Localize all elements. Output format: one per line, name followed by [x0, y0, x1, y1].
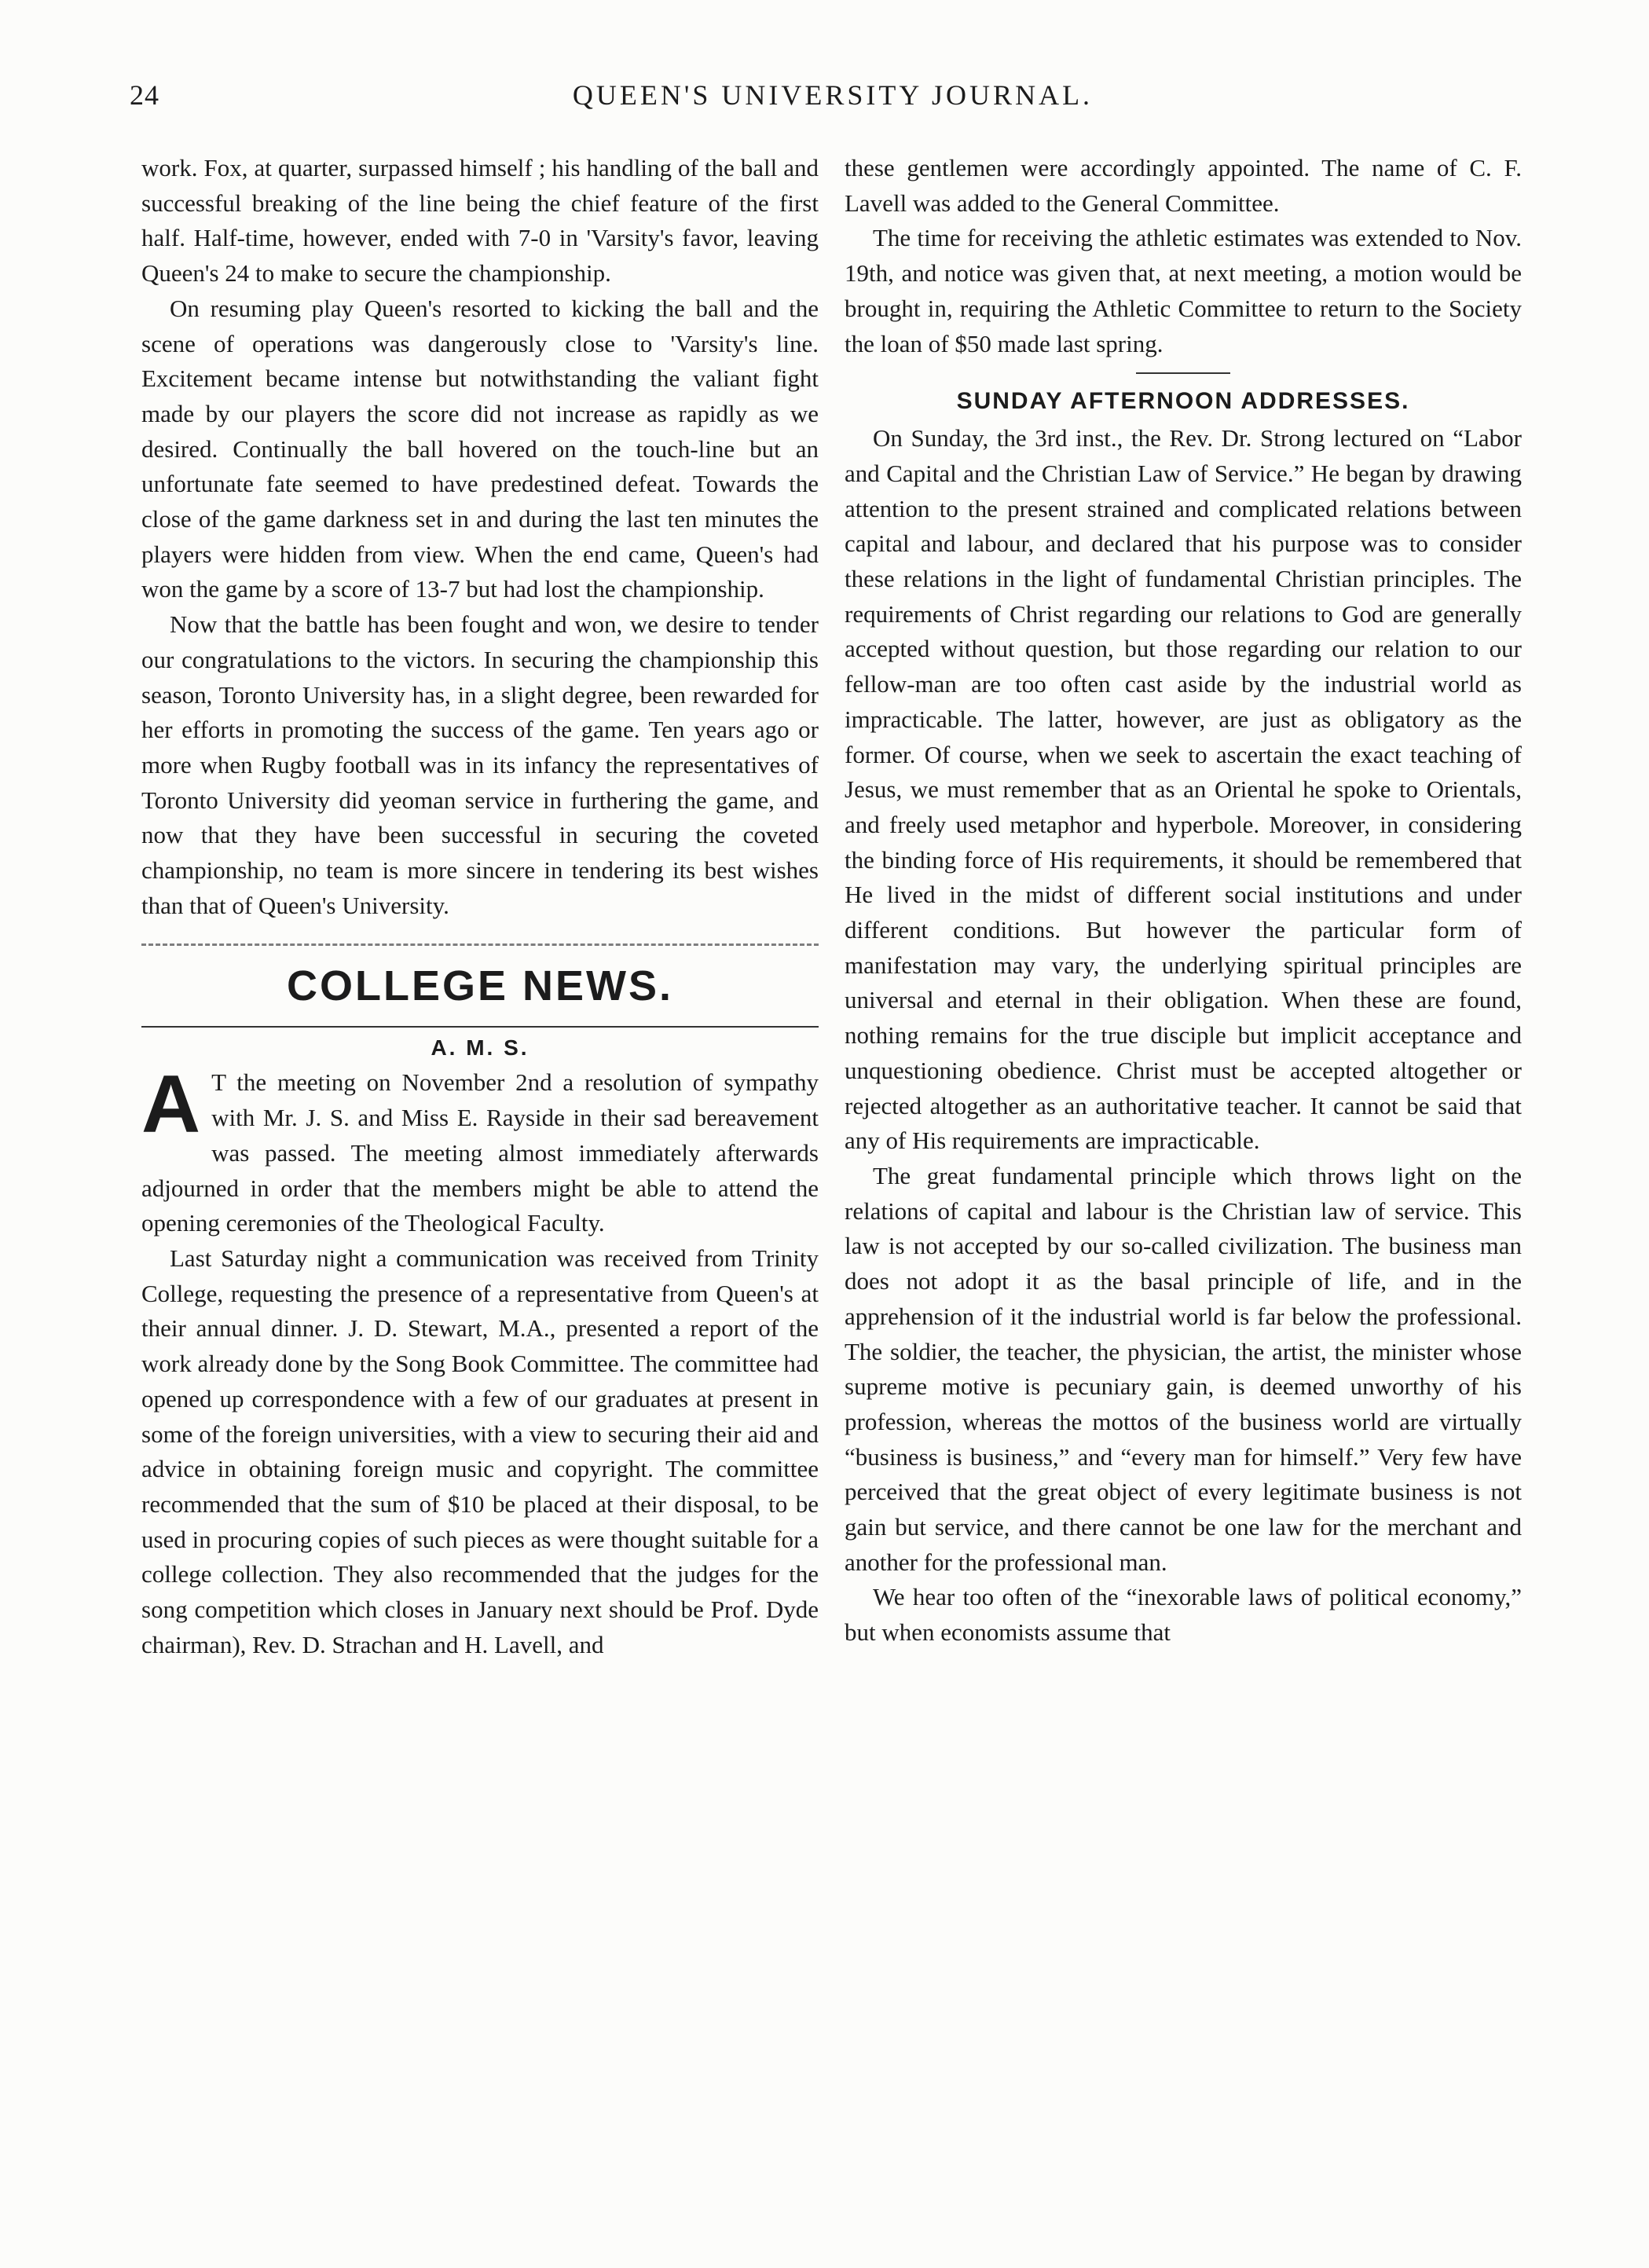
paragraph-song-book: Last Saturday night a communication was received from Trinity College, requesting the presence of a representative from Queen's at their annual dinner. J. D. Stewart, M.A., presented a report of the work already done by the Song Book Committee. The committee had opened up correspondence with a few of our graduates at present in some of the foreign universities, with a view to securing their aid and advice in obtaining foreign music and copyright. The committee recommended that the sum of $10 be placed at their disposal, to be used in procuring copies of such pieces as were thought suitable for a college collection. They also recommended that the judges for the song competition which closes in January next should be Prof. Dyde chairman), Rev. D. Strachan and H. Lavell, and: [141, 1244, 819, 1658]
paragraph-football-second-half: On resuming play Queen's resorted to kicking the ball and the scene of operations was dangerously close to 'Varsity's line. Excitement became intense but notwithstanding the valiant fight made by our players the score did not increase as rapidly as we desired. Continually the ball hovered on the touch-line but an unfortunate fate seemed to have predestined defeat. Towards the close of the game darkness set in and during the last ten minutes the players were hidden from view. When the end came, Queen's had won the game by a score of 13-7 but had lost the championship.: [141, 294, 819, 603]
drop-cap: A: [141, 1059, 201, 1151]
college-news-heading: COLLEGE NEWS.: [286, 962, 673, 1010]
paragraph-strong-lecture: On Sunday, the 3rd inst., the Rev. Dr. Strong lectured on “Labor and Capital and the Christian Law of Service.” He began by drawing attention to the present strained and complicated relations between capital and labour, and declared that his purpose was to consider these relations in the light of fundamental Christian principles. The requirements of Christ regarding our relations to God are generally accepted without question, but those regarding our relation to our fellow-man are too often cast aside by the industrial world as impracticable. The latter, however, are just as obligatory as the former. Of course, when we seek to ascertain the exact teaching of Jesus, we must remember that as an Oriental he spoke to Orientals, and freely used metaphor and hyperbole. Moreover, in considering the binding force of His requirements, it should be remembered that He lived in the midst of different social institutions and under different conditions. But however the particular form of manifestation may vary, the underlying spiritual principles are universal and eternal in their obligation. When these are found, nothing remains for the true disciple but implicit acceptance and unquestioning obedience. Christ must be accepted altogether or rejected altogether as an authoritative teacher. It cannot be said that any of His requirements are impracticable.: [845, 424, 1522, 1155]
short-rule: [1136, 372, 1230, 374]
paragraph-political-economy: We hear too often of the “inexorable laws of political economy,” but when economists assume that: [845, 1583, 1522, 1647]
section-divider: [141, 943, 819, 946]
running-head: [130, 79, 1536, 118]
ams-heading: A. M. S.: [431, 1035, 530, 1061]
right-column: [845, 151, 1522, 1651]
paragraph-ams-meeting-text: T the meeting on November 2nd a resolution of sympathy with Mr. J. S. and Miss E. Rayside in their sad bereavement was passed. The meeting almost immediately afterwards adjourned in order that the members might be able to attend the opening ceremonies of the Theological Faculty.: [141, 1068, 819, 1237]
heading-rule: [141, 1026, 819, 1028]
paragraph-committee-appointed: these gentlemen were accordingly appointed. The name of C. F. Lavell was added to the General Committee.: [845, 154, 1522, 217]
paragraph-law-of-service: The great fundamental principle which throws light on the relations of capital and labour is the Christian law of service. This law is not accepted by our so-called civilization. The business man does not adopt it as the basal principle of life, and in the apprehension of it the industrial world is far below the professional. The soldier, the teacher, the physician, the artist, the minister whose supreme motive is pecuniary gain, is deemed unworthy of his profession, whereas the mottos of the business world are virtually “business is business,” and “every man for himself.” Very few have perceived that the great object of every legitimate business is not gain but service, and there cannot be one law for the merchant and another for the professional man.: [845, 1161, 1522, 1576]
paragraph-athletic-estimates: The time for receiving the athletic estimates was extended to Nov. 19th, and notice was given that, at next meeting, a motion would be brought in, requiring the Athletic Committee to return to the Society the loan of $50 made last spring.: [845, 224, 1522, 357]
paragraph-congratulations: Now that the battle has been fought and won, we desire to tender our congratulations to the victors. In securing the championship this season, Toronto University has, in a slight degree, been rewarded for her efforts in promoting the success of the game. Ten years ago or more when Rugby football was in its infancy the representatives of Toronto University did yeoman service in furthering the game, and now that they have been successful in securing the coveted championship, no team is more sincere in tendering its best wishes than that of Queen's University.: [141, 610, 819, 919]
sunday-addresses-heading: SUNDAY AFTERNOON ADDRESSES.: [956, 388, 1410, 415]
paragraph-ams-meeting: [141, 1059, 819, 1241]
journal-title: QUEEN'S UNIVERSITY JOURNAL.: [572, 79, 1094, 111]
paragraph-football-first-half: work. Fox, at quarter, surpassed himself ; his handling of the ball and successful breaking of the line being the chief feature of the first half. Half-time, however, ended with 7-0 in 'Varsity's favor, leaving Queen's 24 to make to secure the championship.: [141, 154, 819, 288]
left-column: [141, 151, 819, 1662]
page-number: 24: [130, 79, 159, 111]
